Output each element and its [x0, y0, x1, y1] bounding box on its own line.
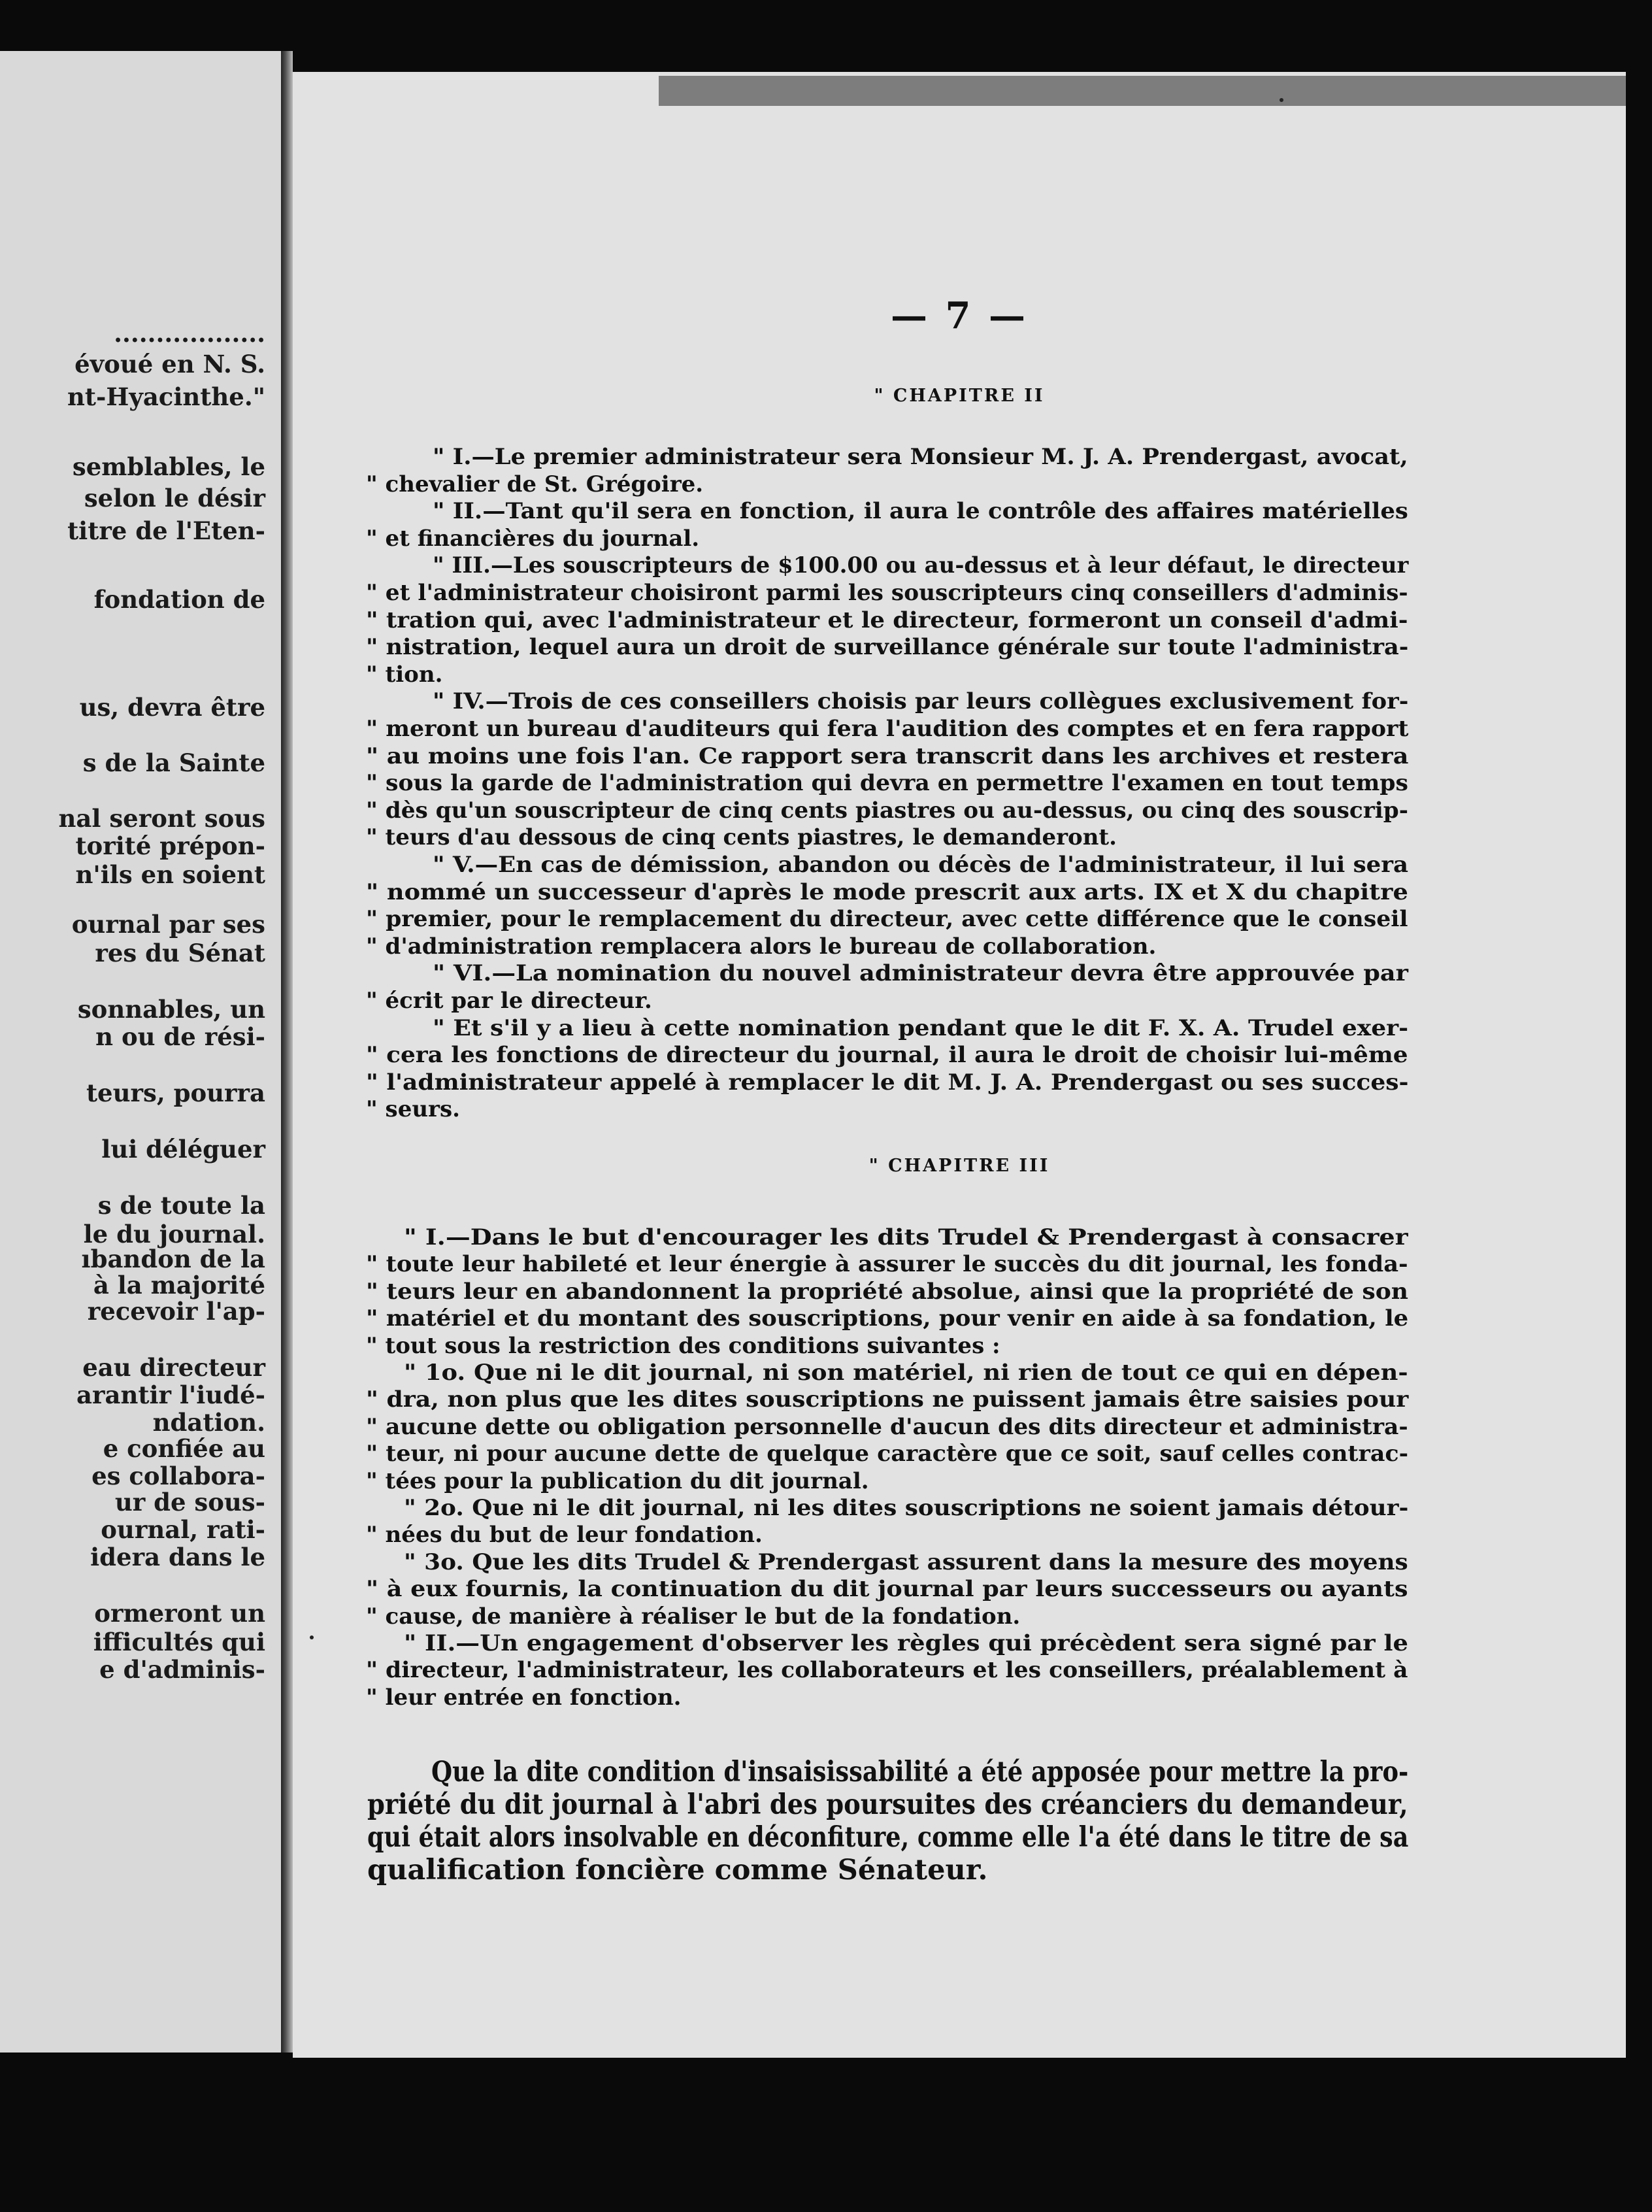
chapter-2-heading: " CHAPITRE II — [874, 386, 1045, 406]
left-fragment-line: ournal, rati- — [101, 1515, 265, 1544]
right-page — [293, 72, 1626, 2058]
chapter_2-lines-line: " d'administration remplacera alors le bureau de collaboration. — [366, 933, 1157, 960]
chapter_2-lines-line: " nommé un successeur d'après le mode prescrit aux arts. IX et X du chapitre — [366, 879, 1408, 905]
left-fragment-line: selon le désir — [84, 484, 265, 512]
chapter_2-lines-line: " écrit par le directeur. — [366, 988, 652, 1014]
chapter_2-lines-line: " seurs. — [366, 1096, 460, 1123]
chapter_2-lines-line: " Et s'il y a lieu à cette nomination pendant que le dit F. X. A. Trudel exer- — [433, 1014, 1409, 1041]
left-fragment-line: ifficultés qui — [93, 1628, 265, 1656]
chapter_3-lines-line: " toute leur habileté et leur énergie à assurer le succès du dit journal, les fonda- — [366, 1251, 1408, 1278]
left-fragment-line: nal seront sous — [58, 804, 265, 833]
chapter_2-lines-line: " et l'administrateur choisiront parmi les souscripteurs cinq conseillers d'adminis- — [366, 580, 1408, 606]
chapter_3-lines-line: " teurs leur en abandonnent la propriété absolue, ainsi que la propriété de son — [366, 1278, 1409, 1305]
chapter_2-lines-line: " chevalier de St. Grégoire. — [366, 471, 704, 497]
chapter_3-lines-line: " I.—Dans le but d'encourager les dits Trudel & Prendergast à consacrer — [404, 1224, 1408, 1250]
chapter_2-lines-line: " sous la garde de l'administration qui devra en permettre l'examen en tout temps — [366, 770, 1408, 797]
left-fragment-line: arantir l'iudé- — [76, 1381, 265, 1409]
left-page-fragment — [0, 51, 284, 2053]
speck — [1280, 98, 1283, 102]
chapter_3-lines-line: " aucune dette ou obligation personnelle d'aucun des dits directeur et administra- — [366, 1413, 1408, 1440]
page-number: — 7 — — [891, 294, 1028, 337]
chapter-3-heading: " CHAPITRE III — [868, 1156, 1050, 1176]
left-fragment-line: us, devra être — [79, 693, 265, 722]
chapter_3-lines-line: " dra, non plus que les dites souscriptions ne puissent jamais être saisies pour — [366, 1386, 1409, 1413]
scan-edge-strip — [659, 76, 1626, 106]
left-fragment-line: s de la Sainte — [82, 748, 265, 777]
left-fragment-line: es collabora- — [91, 1462, 265, 1490]
closing_paragraph-line: priété du dit journal à l'abri des poursuites des créanciers du demandeur, — [367, 1788, 1408, 1821]
chapter_2-lines-line: " et financières du journal. — [366, 525, 700, 552]
left-fragment-line: n'ils en soient — [75, 860, 265, 889]
chapter_2-lines-line: " nistration, lequel aura un droit de surveillance générale sur toute l'administra- — [366, 634, 1409, 661]
chapter_2-lines-line: " tion. — [366, 661, 443, 688]
chapter_3-lines-line: " cause, de manière à réaliser le but de la fondation. — [366, 1603, 1021, 1630]
closing_paragraph-line: qualification foncière comme Sénateur. — [367, 1854, 988, 1886]
left-fragment-line: à la majorité — [93, 1271, 265, 1299]
left-fragment-line: le du journal. — [83, 1220, 265, 1248]
left-fragment-line: ıbandon de la — [81, 1245, 265, 1273]
chapter_2-lines-line: " premier, pour le remplacement du directeur, avec cette différence que le conseil — [366, 906, 1408, 933]
left-fragment-line: idera dans le — [90, 1543, 265, 1571]
left-fragment-line: teurs, pourra — [86, 1079, 265, 1107]
chapter_3-lines-line: " tout sous la restriction des conditions suivantes : — [366, 1332, 1000, 1359]
chapter_3-lines-line: " nées du but de leur fondation. — [366, 1522, 763, 1549]
chapter_3-lines-line: " directeur, l'administrateur, les collaborateurs et les conseillers, préalablement à — [366, 1657, 1408, 1684]
chapter_2-lines-line: " cera les fonctions de directeur du journal, il aura le droit de choisir lui-même — [366, 1042, 1408, 1069]
left-fragment-line: ndation. — [152, 1408, 265, 1437]
book-spine — [281, 51, 293, 2053]
chapter_2-lines-line: " dès qu'un souscripteur de cinq cents piastres ou au-dessus, ou cinq des souscrip- — [366, 797, 1408, 824]
chapter_2-lines-line: " V.—En cas de démission, abandon ou décès de l'administrateur, il lui sera — [433, 852, 1408, 878]
left-fragment-line: recevoir l'ap- — [87, 1297, 265, 1326]
chapter_2-lines-line: " II.—Tant qu'il sera en fonction, il aura le contrôle des affaires matérielles — [433, 498, 1408, 525]
chapter_2-lines-line: " teurs d'au dessous de cinq cents piastres, le demanderont. — [366, 824, 1117, 851]
closing_paragraph-line: qui était alors insolvable en déconfiture, comme elle l'a été dans le titre de sa — [367, 1821, 1409, 1854]
left-fragment-line: e d'adminis- — [99, 1655, 265, 1684]
closing_paragraph-line: Que la dite condition d'insaisissabilité a été apposée pour mettre la pro- — [431, 1756, 1409, 1788]
left-fragment-line: .................. — [114, 319, 265, 348]
left-fragment-line: n ou de rési- — [95, 1022, 265, 1051]
chapter_2-lines-line: " meront un bureau d'auditeurs qui fera l'audition des comptes et en fera rapport — [366, 716, 1409, 742]
left-fragment-line: torité prépon- — [75, 831, 265, 860]
chapter_2-lines-line: " l'administrateur appelé à remplacer le dit M. J. A. Prendergast ou ses succes- — [366, 1069, 1409, 1096]
left-fragment-line: lui déléguer — [101, 1135, 265, 1164]
chapter_3-lines-line: " II.—Un engagement d'observer les règles qui précèdent sera signé par le — [404, 1630, 1408, 1656]
chapter_2-lines-line: " IV.—Trois de ces conseillers choisis par leurs collègues exclusivement for- — [433, 688, 1409, 715]
left-fragment-line: res du Sénat — [95, 939, 265, 967]
left-fragment-line: fondation de — [93, 585, 265, 614]
chapter_2-lines-line: " III.—Les souscripteurs de $100.00 ou au-dessus et à leur défaut, le directeur — [433, 552, 1409, 579]
left-fragment-line: e confiée au — [103, 1434, 265, 1463]
left-fragment-line: eau directeur — [82, 1353, 265, 1382]
chapter_2-lines-line: " tration qui, avec l'administrateur et le directeur, formeront un conseil d'admi- — [366, 607, 1408, 633]
left-fragment-line: sonnables, un — [77, 995, 265, 1024]
left-fragment-line: titre de l'Eten- — [67, 516, 265, 545]
chapter_2-lines-line: " VI.—La nomination du nouvel administrateur devra être approuvée par — [433, 960, 1408, 987]
left-fragment-line: évoué en N. S. — [74, 350, 265, 378]
left-fragment-line: ormeront un — [94, 1599, 265, 1628]
left-fragment-line: ournal par ses — [71, 910, 265, 939]
chapter_3-lines-line: " leur entrée en fonction. — [366, 1684, 682, 1711]
chapter_3-lines-line: " 1o. Que ni le dit journal, ni son matériel, ni rien de tout ce qui en dépen- — [404, 1360, 1408, 1386]
left-fragment-line: nt-Hyacinthe." — [67, 382, 265, 411]
chapter_3-lines-line: " teur, ni pour aucune dette de quelque caractère que ce soit, sauf celles contrac- — [366, 1441, 1409, 1467]
chapter_3-lines-line: " matériel et du montant des souscriptions, pour venir en aide à sa fondation, le — [366, 1305, 1409, 1332]
left-fragment-line: semblables, le — [72, 452, 265, 481]
chapter_2-lines-line: " au moins une fois l'an. Ce rapport sera transcrit dans les archives et restera — [366, 743, 1409, 769]
chapter_3-lines-line: " 2o. Que ni le dit journal, ni les dites souscriptions ne soient jamais détour- — [404, 1495, 1409, 1521]
left-fragment-line: ur de sous- — [114, 1488, 265, 1517]
chapter_3-lines-line: " tées pour la publication du dit journal. — [366, 1467, 869, 1494]
speck — [310, 1635, 314, 1639]
chapter_3-lines-line: " 3o. Que les dits Trudel & Prendergast assurent dans la mesure des moyens — [404, 1549, 1408, 1575]
chapter_2-lines-line: " I.—Le premier administrateur sera Monsieur M. J. A. Prendergast, avocat, — [433, 444, 1408, 470]
left-fragment-line: s de toute la — [97, 1191, 265, 1220]
chapter_3-lines-line: " à eux fournis, la continuation du dit journal par leurs successeurs ou ayants — [366, 1576, 1408, 1603]
